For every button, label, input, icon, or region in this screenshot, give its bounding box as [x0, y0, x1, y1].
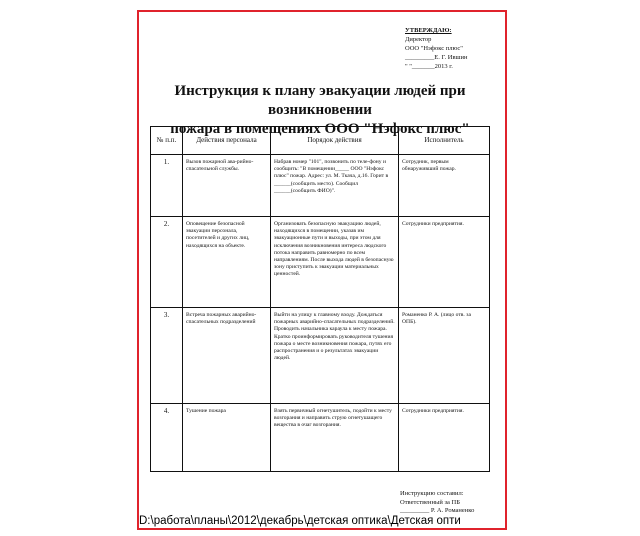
row-num: 4. — [151, 404, 183, 472]
row-executor: Сотрудники предприятия. — [399, 404, 490, 472]
row-action: Тушение пожара — [183, 404, 271, 472]
header-action: Действия персонала — [183, 127, 271, 155]
row-order: Набрав номер "101", позвонить по теле-фону и сообщить: "В помещении_____ ООО "Нэфокс плюс" пожар. Адрес: ул. М. Ткача, д.16. Горит в ______(сообщить место). Сообщил ______(сообщить ФИО)". — [271, 155, 399, 217]
note-line-2: Ответственный за ПБ — [400, 498, 460, 506]
approval-org: ООО "Нэфокс плюс" — [405, 45, 463, 52]
row-action: Встреча пожарных аварийно-спасательных подразделений — [183, 308, 271, 404]
row-num: 1. — [151, 155, 183, 217]
row-num: 2. — [151, 217, 183, 308]
title-line-1: Инструкция к плану эвакуации людей при возникновении — [174, 83, 466, 118]
header-executor: Исполнитель — [399, 127, 490, 155]
approval-signature: _________Е. Г. Ившин — [405, 54, 468, 61]
table-row — [151, 404, 490, 472]
header-order: Порядок действия — [271, 127, 399, 155]
note-line-1: Инструкцию составил: — [400, 490, 464, 497]
row-executor: Романенко Р. А. (лицо отв. за ОПБ). — [399, 308, 490, 404]
row-order: Организовать безопасную эвакуацию людей, находящихся в помещении, указав им эвакуационные пути и выходы, при этом для исключения возникновения интереса людского потока направить равномерно по всем направлениям. После выхода людей в безопасную зону приступить к эвакуации материальных ценностей. — [271, 217, 399, 308]
author-note — [400, 490, 474, 516]
approval-block — [405, 26, 467, 71]
instruction-table — [150, 126, 490, 472]
title-line-2: пожара в помещениях ООО "Нэфокс плюс" — [170, 121, 470, 137]
approval-date: " "_______2013 г. — [405, 63, 453, 70]
file-path-caption: D:\работа\планы\2012\декабрь\детская оптика\Детская опти — [139, 514, 505, 528]
header-num: № п.п. — [151, 127, 183, 155]
approval-position: Директор — [405, 36, 432, 43]
approval-heading: УТВЕРЖДАЮ: — [405, 27, 452, 34]
table-row — [151, 155, 490, 217]
row-executor: Сотрудник, первым обнаруживший пожар. — [399, 155, 490, 217]
table-row — [151, 217, 490, 308]
table-row — [151, 308, 490, 404]
table-header-row — [151, 127, 490, 155]
row-action: Оповещение безопасной эвакуации персонала, посетителей и других лиц, находящихся на объекте. — [183, 217, 271, 308]
note-line-3: _________ Р. А. Романенко — [400, 507, 475, 514]
row-order: Взять первичный огнетушитель, подойти к месту возгорания и направить струю огнетушащего вещества в очаг возгорания. — [271, 404, 399, 472]
row-order: Выйти на улицу к главному входу. Дождаться пожарных аварийно-спасательных подразделений. Проводить начальника караула к месту пожара. Кратко проинформировать руководителя тушения пожара о месте возникновения пожара, путях его распространения и о результатах эвакуации людей. — [271, 308, 399, 404]
row-action: Вызов пожарной ава-рийно-спасательной службы. — [183, 155, 271, 217]
row-num: 3. — [151, 308, 183, 404]
row-executor: Сотрудники предприятия. — [399, 217, 490, 308]
